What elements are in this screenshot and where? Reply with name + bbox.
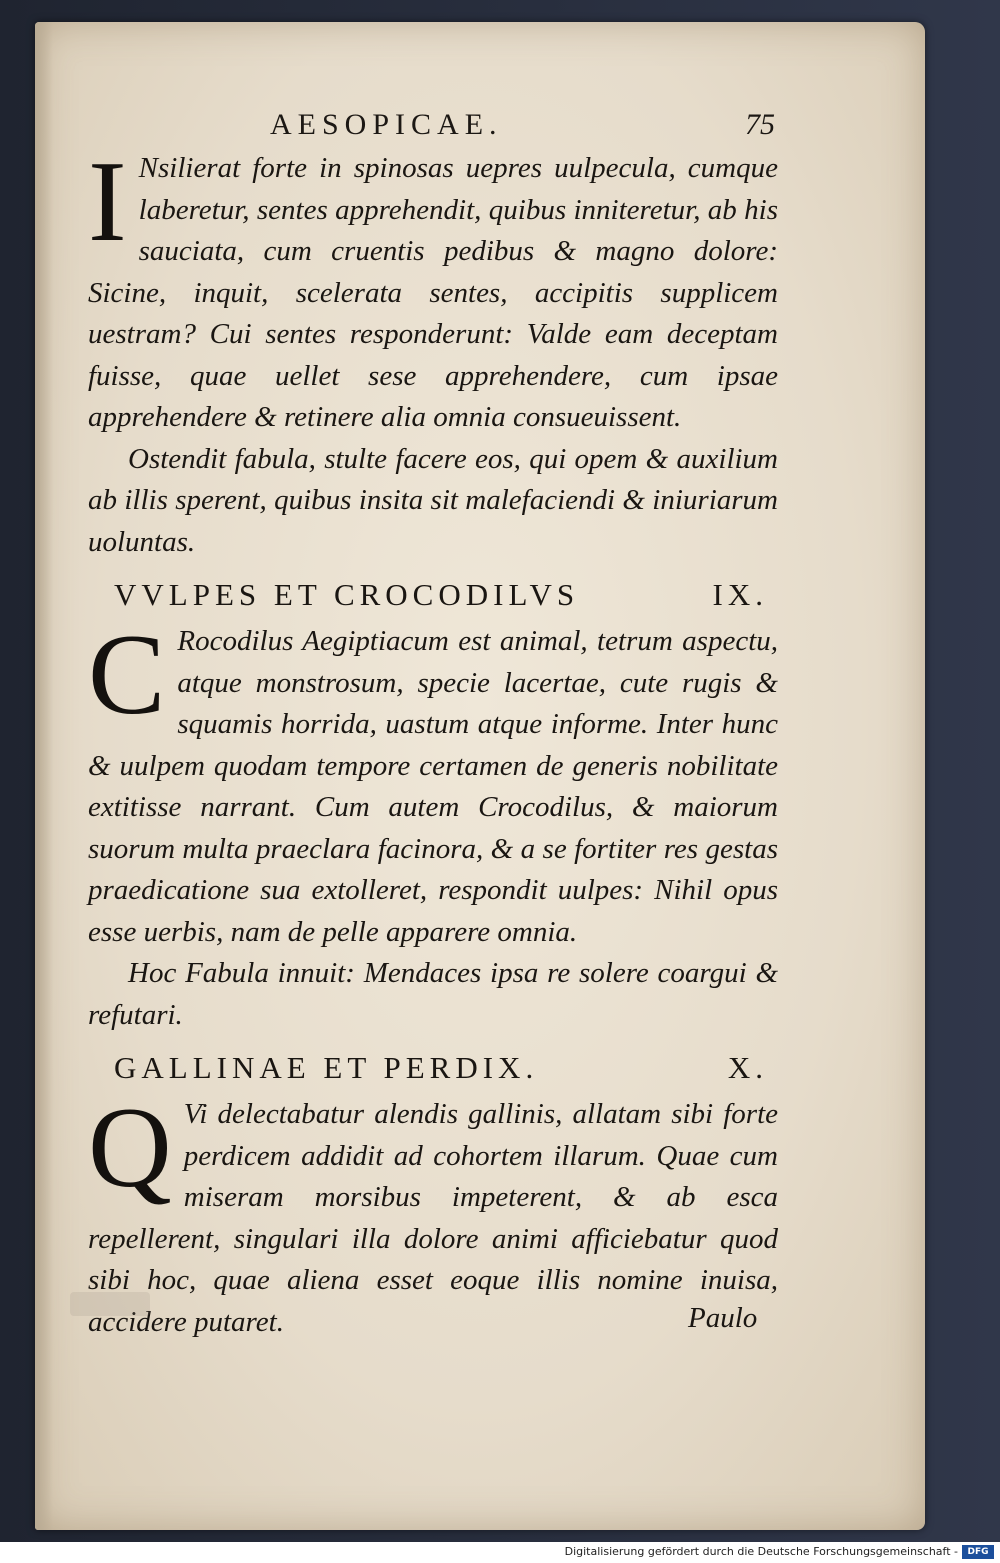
fable-ix-title: VVLPES ET CROCODILVS (114, 577, 580, 612)
page-gutter-shadow (35, 22, 53, 1530)
fable-viii-text (88, 138, 778, 439)
fable-x-body: Vi delectabatur alendis gallinis, allatam sibi forte perdicem addidit ad cohortem illarum. Quae cum miseram morsibus impeterent, & ab esca repellerent, singulari illa dolore animi afficiebatur quod sibi hoc, quae aliena esset eoque illis nomine inuisa, accidere putaret. (88, 1098, 778, 1338)
fable-x-heading (114, 1046, 778, 1090)
dfg-logo-icon: DFG (962, 1545, 994, 1559)
fable-x-number: X. (727, 1050, 768, 1085)
text-block (88, 138, 778, 1343)
fable-x-title: GALLINAE ET PERDIX. (114, 1050, 539, 1085)
catchword: Paulo (688, 1302, 758, 1334)
dropcap-i: I (88, 138, 127, 266)
fable-ix-number: IX. (712, 577, 768, 612)
fable-ix-moral: Hoc Fabula innuit: Mendaces ipsa re solere coargui & refutari. (88, 957, 778, 1031)
dropcap-q: Q (88, 1084, 172, 1212)
fable-x-text (88, 1084, 778, 1343)
fable-ix-body: Rocodilus Aegiptiacum est animal, tetrum aspectu, atque monstrosum, specie lacertae, cute rugis & squamis horrida, uastum atque informe. Inter hunc & uulpem quodam tempore certamen de generis nobilitate extitisse narrant. Cum autem Crocodilus, & maiorum suorum multa praeclara facinora, & a se fortiter res gestas praedicatione sua extolleret, respondit uulpes: Nihil opus esse uerbis, nam de pelle apparere omnia. (88, 625, 778, 948)
faded-stamp-mark (70, 1292, 150, 1316)
fable-viii-body: Nsilierat forte in spinosas uepres uulpecula, cumque laberetur, sentes apprehendit, quibus inniteretur, ab his sauciata, cum cruentis pedibus & magno dolore: Sicine, inquit, scelerata sentes, accipitis supplicem uestram? Cui sentes responderunt: Valde eam deceptam fuisse, quae uellet sese apprehendere, cum ipsae apprehendere & retinere alia omnia consueuissent. (88, 152, 778, 433)
fable-ix-heading (114, 573, 778, 617)
fable-viii-moral: Ostendit fabula, stulte facere eos, qui opem & auxilium ab illis sperent, quibus insita sit malefaciendi & iniuriarum uoluntas. (88, 442, 778, 558)
dropcap-c: C (88, 611, 166, 739)
running-head: AESOPICAE. (270, 108, 503, 141)
footer-credit: Digitalisierung gefördert durch die Deutsche Forschungsgemeinschaft - (564, 1545, 958, 1558)
fable-ix-text (88, 611, 778, 953)
page-number: 75 (745, 108, 775, 141)
